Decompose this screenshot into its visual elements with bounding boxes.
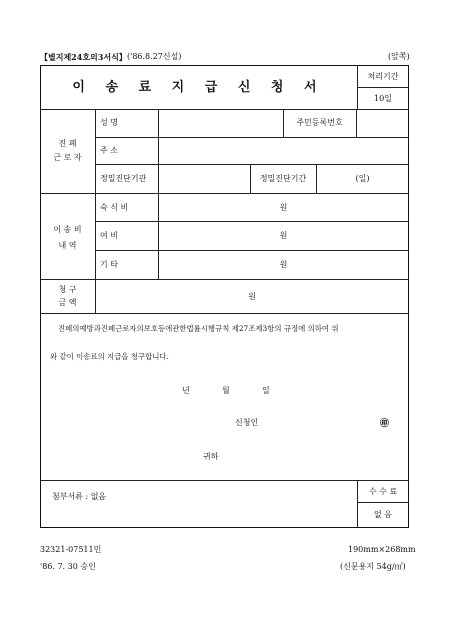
- address-label: 주 소: [100, 146, 118, 155]
- patient-section-label-1: 진 폐: [58, 139, 77, 148]
- date-month: 월: [222, 386, 230, 395]
- approval-date: '86. 7. 30 승인: [40, 562, 96, 571]
- institution-label: 정밀진단기관: [100, 174, 147, 183]
- other-label: 기 타: [100, 260, 118, 269]
- lodging-amount[interactable]: 원: [279, 203, 288, 212]
- travel-amount[interactable]: 원: [279, 231, 288, 240]
- name-label: 성 명: [100, 118, 118, 127]
- period-field[interactable]: (일): [355, 174, 370, 183]
- form-size: 190mm×268mm: [348, 545, 416, 554]
- fee-label: 수 수 료: [368, 487, 398, 496]
- processing-period-label: 처리기간: [367, 72, 399, 81]
- form-code: 32321-07511민: [40, 545, 102, 554]
- date-year: 년: [182, 386, 190, 395]
- period-label: 정밀진단기간: [259, 174, 307, 183]
- travel-label: 여 비: [100, 231, 118, 240]
- form-title: 이 송 료 지 급 신 청 서: [72, 80, 325, 95]
- seal-mark: ㊞: [380, 419, 390, 429]
- claim-amount[interactable]: 원: [248, 292, 256, 301]
- fee-value: 없 음: [374, 510, 392, 519]
- claim-label-2: 금 액: [58, 298, 77, 307]
- applicant-label: 신청인: [235, 418, 259, 427]
- date-day: 일: [262, 386, 270, 395]
- page-side: (앞쪽): [388, 52, 410, 61]
- claim-label-1: 청 구: [58, 285, 77, 294]
- transport-section-label-1: 이 송 비: [53, 225, 82, 234]
- rrn-label: 주민등록번호: [296, 118, 343, 127]
- declaration-line-1: 진폐의예방과진폐근로자의보호등에관한법률시행규칙 제27조제3항의 규정에 의하여 위: [58, 324, 339, 333]
- attachments-label: 첨부서류 : 없음: [52, 492, 107, 501]
- transport-section-label-2: 내 역: [58, 241, 77, 250]
- processing-period-value: 10일: [374, 94, 392, 103]
- paper-spec: (신문용지 54g/㎡): [340, 562, 406, 571]
- declaration-line-2: 와 같이 이송료의 지급을 청구합니다.: [50, 352, 169, 361]
- other-amount[interactable]: 원: [279, 260, 288, 269]
- form-id: 【별지제24호의3서식】: [40, 52, 127, 62]
- lodging-label: 숙 식 비: [100, 203, 129, 212]
- form-revision: ('86.8.27신설): [127, 52, 182, 61]
- patient-section-label-2: 근 로 자: [53, 153, 82, 162]
- addressee-label: 귀하: [203, 452, 219, 461]
